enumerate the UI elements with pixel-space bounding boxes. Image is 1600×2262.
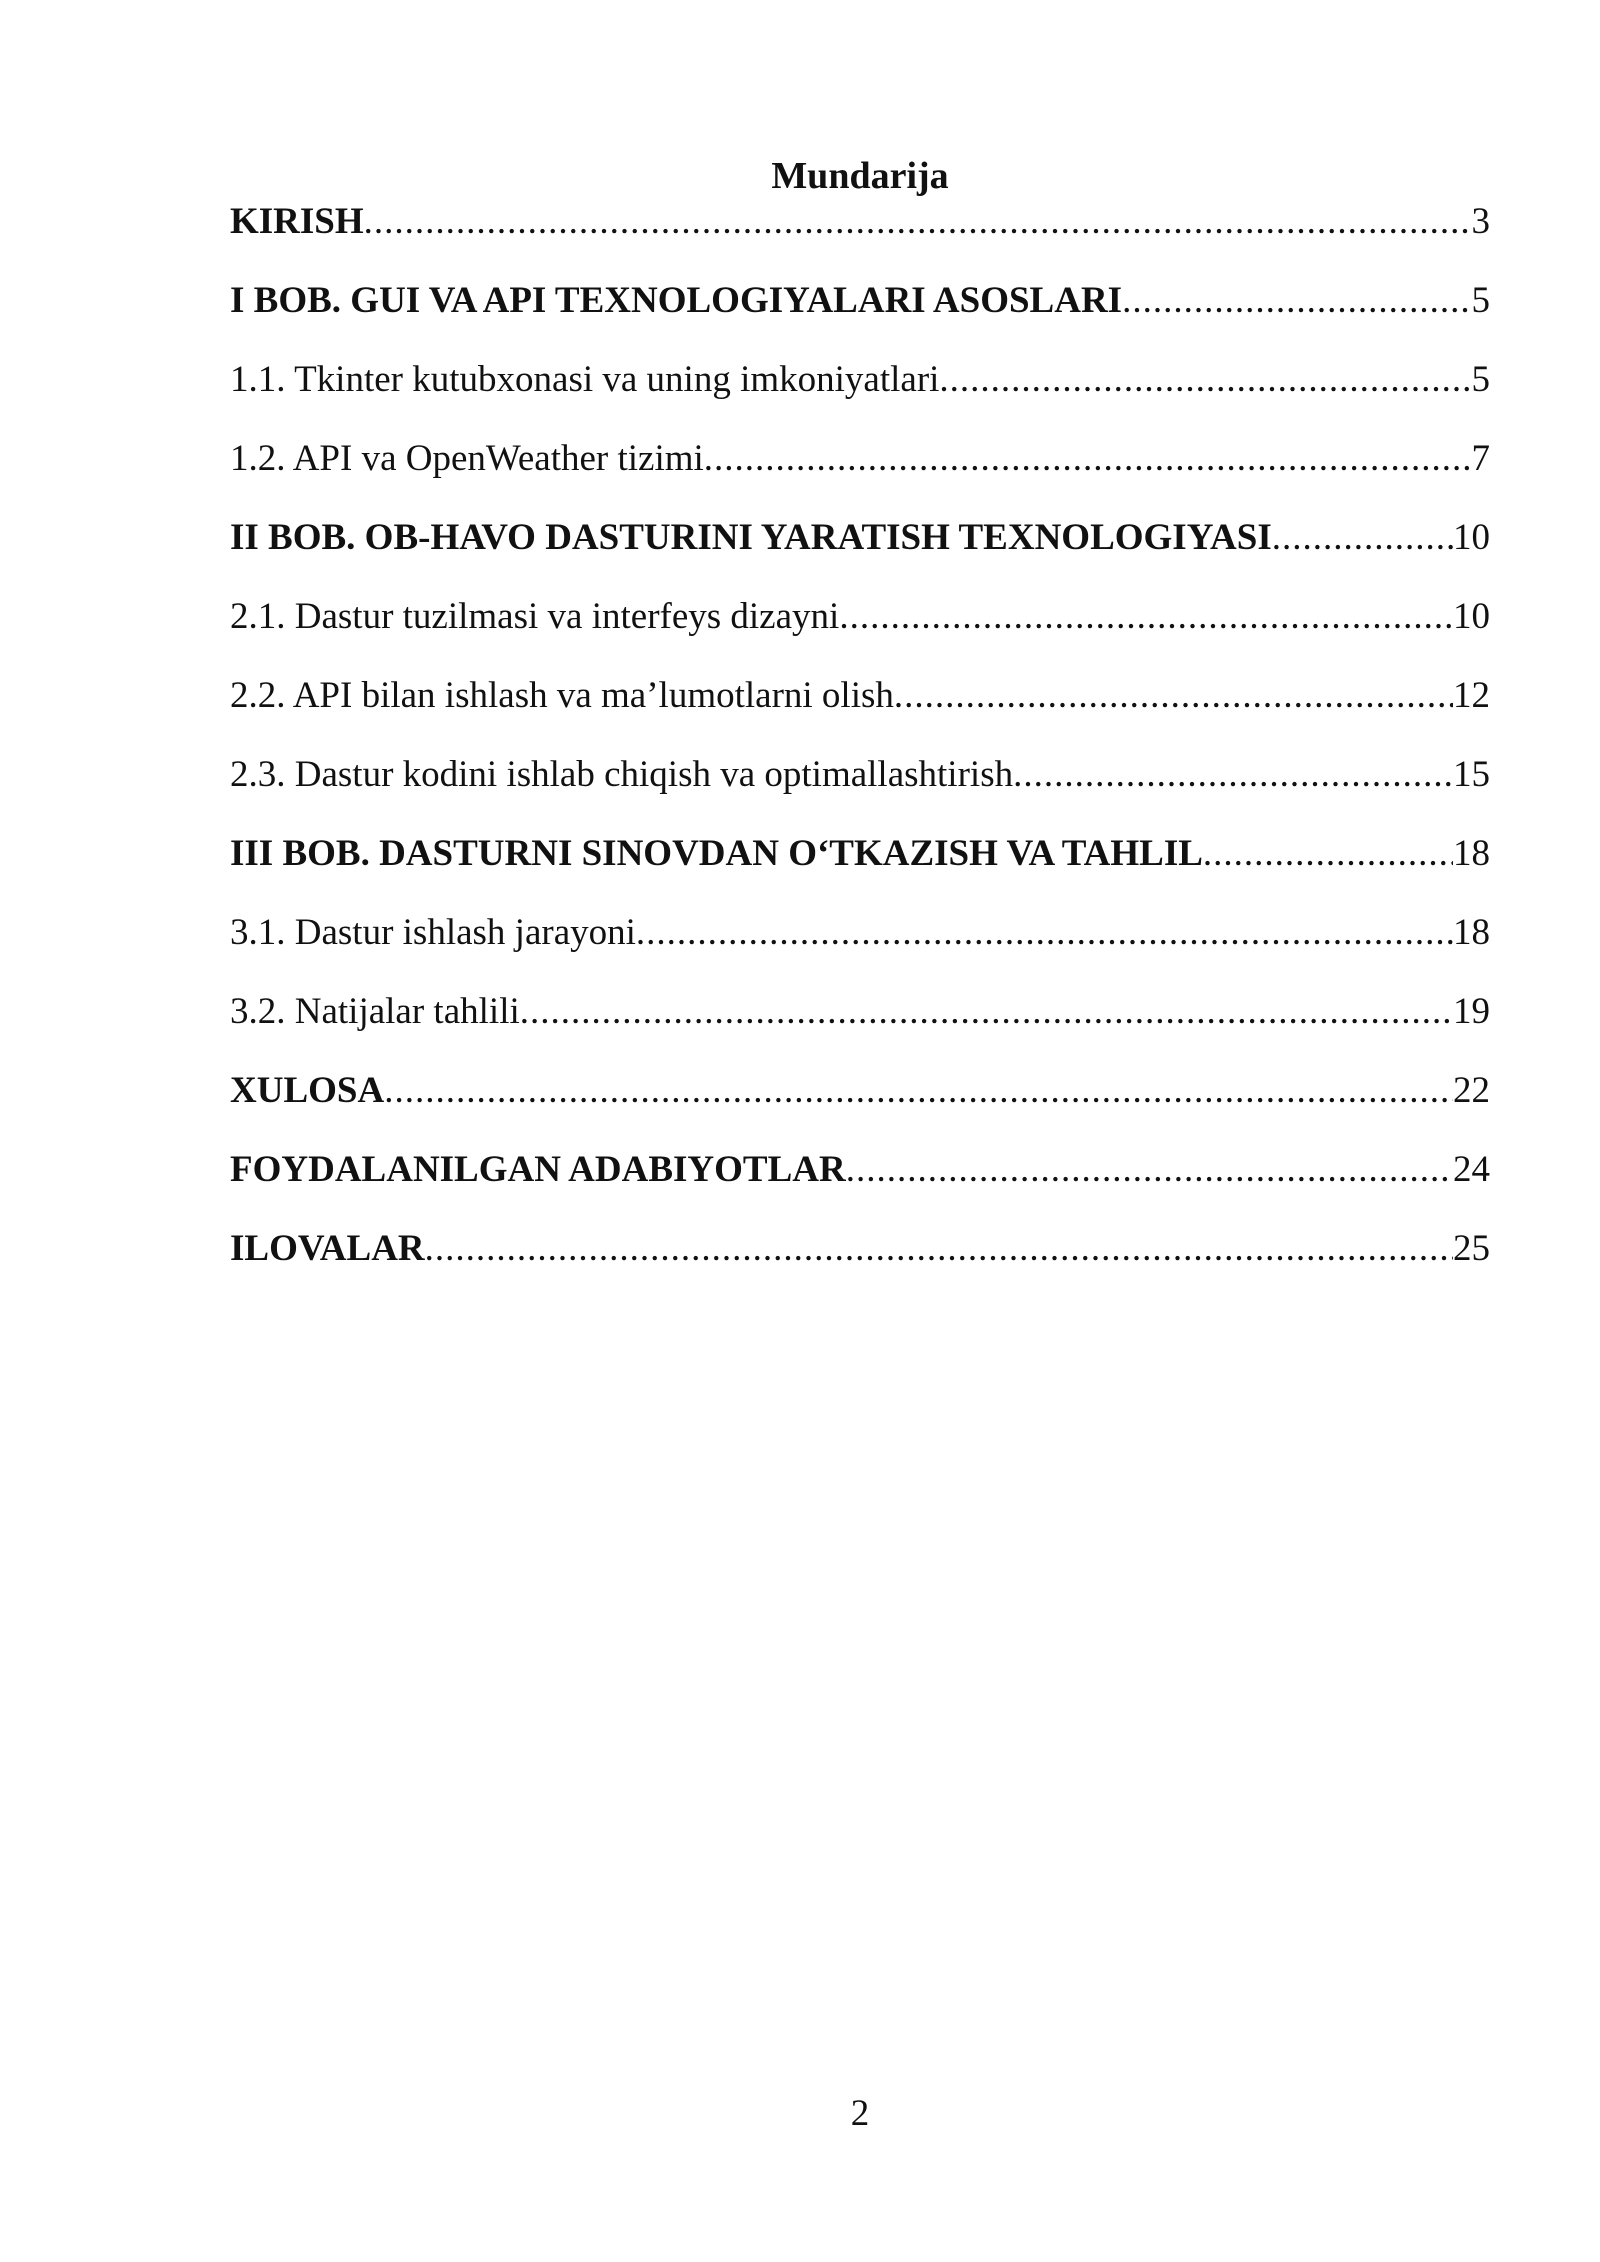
toc-entry[interactable] (230, 514, 1490, 593)
toc-entry-page: 25 (1453, 1228, 1490, 1269)
toc-entry-page: 19 (1453, 991, 1490, 1032)
toc-entry-title: ILOVALAR (230, 1228, 425, 1269)
page-title: Mundarija (771, 155, 949, 197)
toc-entry[interactable] (230, 1067, 1490, 1146)
toc-entry[interactable] (230, 1146, 1490, 1225)
toc-dot-leader (636, 909, 1453, 957)
toc-entry-title: 1.1. Tkinter kutubxonasi va uning imkoniyatlari (230, 359, 940, 400)
toc-entry-page: 18 (1453, 912, 1490, 953)
toc-dot-leader (1272, 514, 1453, 562)
toc-dot-leader (1013, 751, 1453, 799)
toc-dot-leader (425, 1225, 1453, 1273)
toc-entry-page: 15 (1453, 754, 1490, 795)
toc-entry[interactable] (230, 988, 1490, 1067)
toc-entry-title: II BOB. OB-HAVO DASTURINI YARATISH TEXNOLOGIYASI (230, 517, 1272, 558)
toc-entry-title: 3.1. Dastur ishlash jarayoni (230, 912, 636, 953)
toc-entry[interactable] (230, 909, 1490, 988)
toc-dot-leader (384, 1067, 1453, 1115)
toc-entry-page: 10 (1453, 596, 1490, 637)
toc-entry[interactable] (230, 198, 1490, 277)
toc-entry-page: 5 (1471, 280, 1490, 321)
toc-entry[interactable] (230, 356, 1490, 435)
toc-entry-title: 1.2. API va OpenWeather tizimi (230, 438, 704, 479)
toc-entry-title: 2.3. Dastur kodini ishlab chiqish va optimallashtirish (230, 754, 1014, 795)
toc-entry-title: 3.2. Natijalar tahlili (230, 991, 520, 1032)
toc-entry[interactable] (230, 1225, 1490, 1304)
toc-entry-page: 5 (1471, 359, 1490, 400)
toc-entry[interactable] (230, 593, 1490, 672)
toc-entry[interactable] (230, 672, 1490, 751)
toc-dot-leader (846, 1146, 1453, 1194)
toc-dot-leader (939, 356, 1471, 404)
toc-entry-title: XULOSA (230, 1070, 385, 1111)
toc-entry[interactable] (230, 830, 1490, 909)
toc-entry-page: 12 (1453, 675, 1490, 716)
toc-entry[interactable] (230, 435, 1490, 514)
toc-entry-title: FOYDALANILGAN ADABIYOTLAR (230, 1149, 846, 1190)
toc-entry-title: 2.2. API bilan ishlash va ma’lumotlarni olish (230, 675, 894, 716)
toc-dot-leader (704, 435, 1472, 483)
toc-entry-page: 18 (1453, 833, 1490, 874)
table-of-contents (230, 198, 1490, 1304)
toc-entry-page: 24 (1453, 1149, 1490, 1190)
toc-entry-title: 2.1. Dastur tuzilmasi va interfeys dizayni (230, 596, 840, 637)
toc-dot-leader (839, 593, 1453, 641)
toc-entry-title: III BOB. DASTURNI SINOVDAN O‘TKAZISH VA TAHLIL (230, 833, 1203, 874)
toc-entry-page: 3 (1471, 201, 1490, 242)
toc-dot-leader (1203, 830, 1453, 878)
toc-dot-leader (520, 988, 1453, 1036)
toc-entry-page: 7 (1471, 438, 1490, 479)
toc-entry-page: 10 (1453, 517, 1490, 558)
toc-dot-leader (364, 198, 1472, 246)
toc-entry-title: I BOB. GUI VA API TEXNOLOGIYALARI ASOSLARI (230, 280, 1123, 321)
toc-entry-title: KIRISH (230, 201, 364, 242)
toc-dot-leader (894, 672, 1453, 720)
page-number: 2 (850, 2093, 870, 2134)
toc-entry[interactable] (230, 751, 1490, 830)
toc-entry[interactable] (230, 277, 1490, 356)
toc-dot-leader (1122, 277, 1471, 325)
toc-entry-page: 22 (1453, 1070, 1490, 1111)
